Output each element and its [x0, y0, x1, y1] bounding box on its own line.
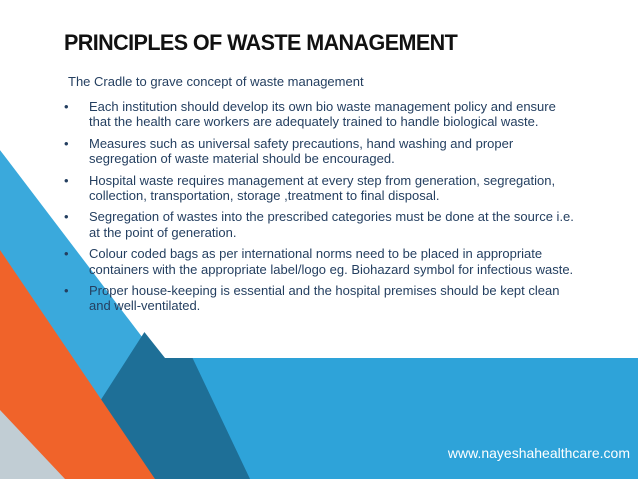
bullet-text: Measures such as universal safety precautions, hand washing and proper segregation of waste material should be encouraged. [89, 135, 514, 167]
bullet-text: Segregation of wastes into the prescribed categories must be done at the source i.e. at the point of generation. [89, 209, 574, 240]
slide-title: PRINCIPLES OF WASTE MANAGEMENT [64, 30, 458, 55]
bullet-item [60, 246, 576, 277]
bullet-text: Colour coded bags as per international norms need to be placed in appropriate containers with the appropriate label/logo eg. Biohazard symbol for infectious waste. [89, 246, 574, 277]
bullet-icon: • [64, 283, 69, 299]
bullet-icon: • [64, 99, 69, 114]
bullet-icon: • [64, 172, 69, 188]
bullet-list [60, 99, 576, 320]
bullet-text: Each institution should develop its own bio waste management policy and ensure that the health care workers are adequately trained to handle biological waste. [89, 99, 556, 130]
bullet-item [60, 136, 576, 167]
bullet-item [60, 99, 576, 130]
bullet-text: Proper house-keeping is essential and the hospital premises should be kept clean and well-ventilated. [89, 283, 560, 314]
bullet-text: Hospital waste requires management at every step from generation, segregation, collection, transportation, storage ,treatment to final disposal. [89, 172, 556, 204]
bullet-icon: • [64, 135, 69, 151]
bullet-item [60, 173, 576, 204]
bullet-icon: • [64, 209, 69, 225]
bullet-item [60, 283, 576, 314]
bullet-item [60, 209, 576, 240]
slide-subtitle: The Cradle to grave concept of waste management [68, 74, 364, 89]
bullet-icon: • [64, 246, 69, 262]
footer-website-link[interactable]: www.nayeshahealthcare.com [447, 445, 630, 461]
